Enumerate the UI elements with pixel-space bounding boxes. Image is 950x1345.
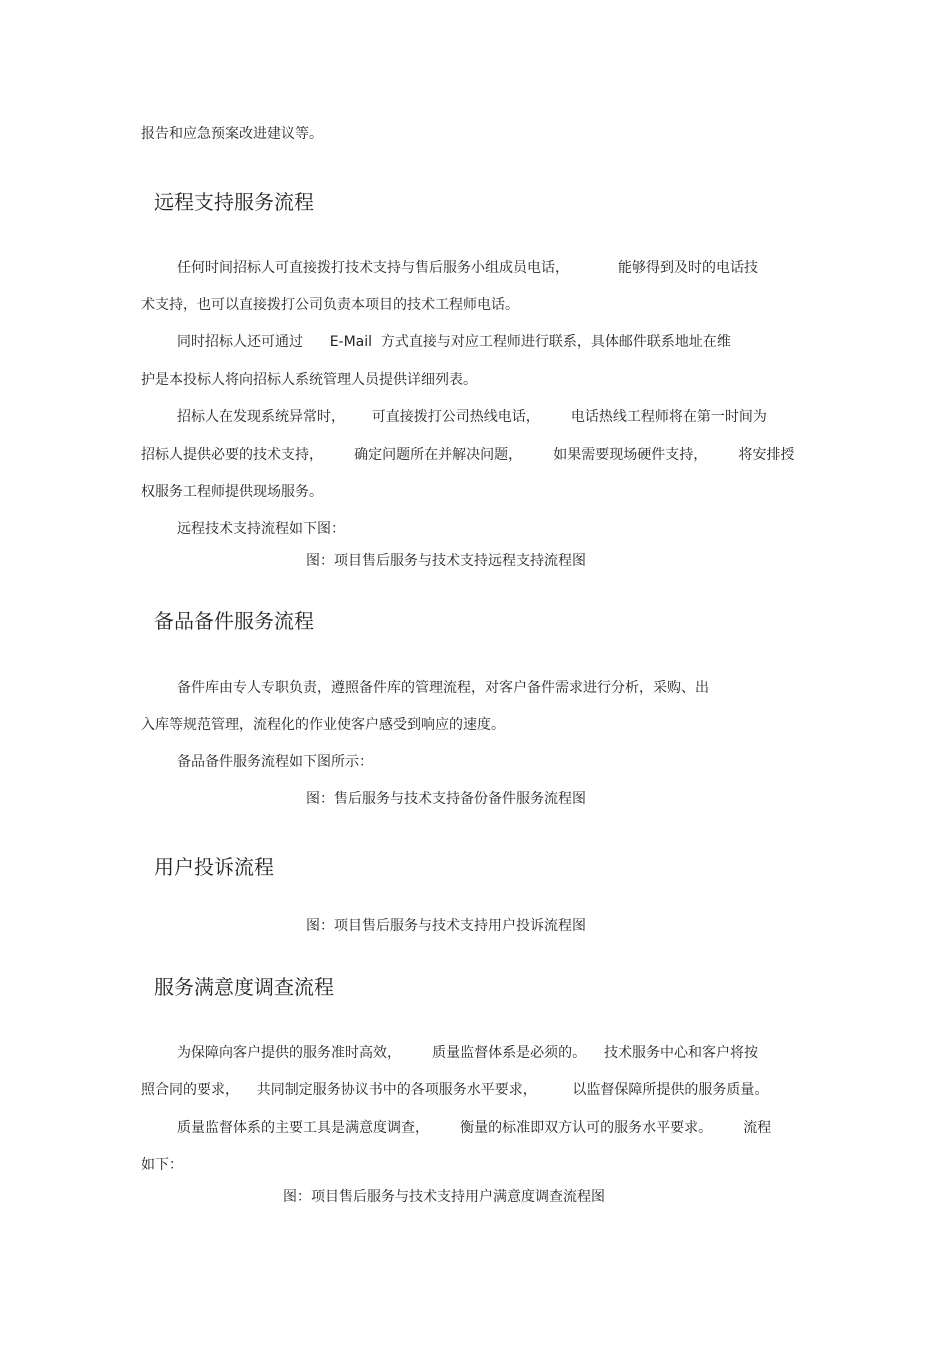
satisfaction-paragraph-2-line-1: 质量监督体系的主要工具是满意度调查， 衡量的标准即双方认可的服务水平要求。 流程 [177, 1120, 772, 1136]
remote-paragraph-3-line-1: 招标人在发现系统异常时， 可直接拨打公司热线电话， 电话热线工程师将在第一时间为 [177, 409, 767, 425]
remote-paragraph-4: 远程技术支持流程如下图： [177, 521, 345, 537]
satisfaction-figure-caption: 图：项目售后服务与技术支持用户满意度调查流程图 [283, 1189, 605, 1205]
remote-paragraph-3-line-3: 权服务工程师提供现场服务。 [141, 484, 323, 500]
intro-tail-line: 报告和应急预案改进建议等。 [141, 126, 323, 142]
remote-paragraph-2-line-1: 同时招标人还可通过 E-Mail 方式直接与对应工程师进行联系，具体邮件联系地址在维 [177, 334, 731, 350]
remote-figure-caption: 图：项目售后服务与技术支持远程支持流程图 [306, 553, 586, 569]
remote-paragraph-1-line-2: 术支持，也可以直接拨打公司负责本项目的技术工程师电话。 [141, 297, 519, 313]
spares-paragraph-1-line-1: 备件库由专人专职负责，遵照备件库的管理流程，对客户备件需求进行分析，采购、出 [177, 680, 709, 696]
spares-figure-caption: 图：售后服务与技术支持备份备件服务流程图 [306, 791, 586, 807]
section-heading-spares: 备品备件服务流程 [154, 609, 314, 633]
section-heading-remote: 远程支持服务流程 [154, 190, 314, 214]
complaint-figure-caption: 图：项目售后服务与技术支持用户投诉流程图 [306, 918, 586, 934]
satisfaction-paragraph-2-line-2: 如下： [141, 1157, 183, 1173]
remote-paragraph-1-line-1: 任何时间招标人可直接拨打技术支持与售后服务小组成员电话， 能够得到及时的电话技 [177, 260, 758, 276]
section-heading-complaint: 用户投诉流程 [154, 855, 274, 879]
satisfaction-paragraph-1-line-2: 照合同的要求， 共同制定服务协议书中的各项服务水平要求， 以监督保障所提供的服务质量。 [141, 1082, 769, 1098]
spares-paragraph-2: 备品备件服务流程如下图所示： [177, 754, 373, 770]
section-heading-satisfaction: 服务满意度调查流程 [154, 975, 334, 999]
satisfaction-paragraph-1-line-1: 为保障向客户提供的服务准时高效， 质量监督体系是必须的。 技术服务中心和客户将按 [177, 1045, 758, 1061]
spares-paragraph-1-line-2: 入库等规范管理，流程化的作业使客户感受到响应的速度。 [141, 717, 505, 733]
remote-paragraph-2-line-2: 护是本投标人将向招标人系统管理人员提供详细列表。 [141, 372, 477, 388]
remote-paragraph-3-line-2: 招标人提供必要的技术支持， 确定问题所在并解决问题， 如果需要现场硬件支持， 将安排授 [141, 447, 795, 463]
